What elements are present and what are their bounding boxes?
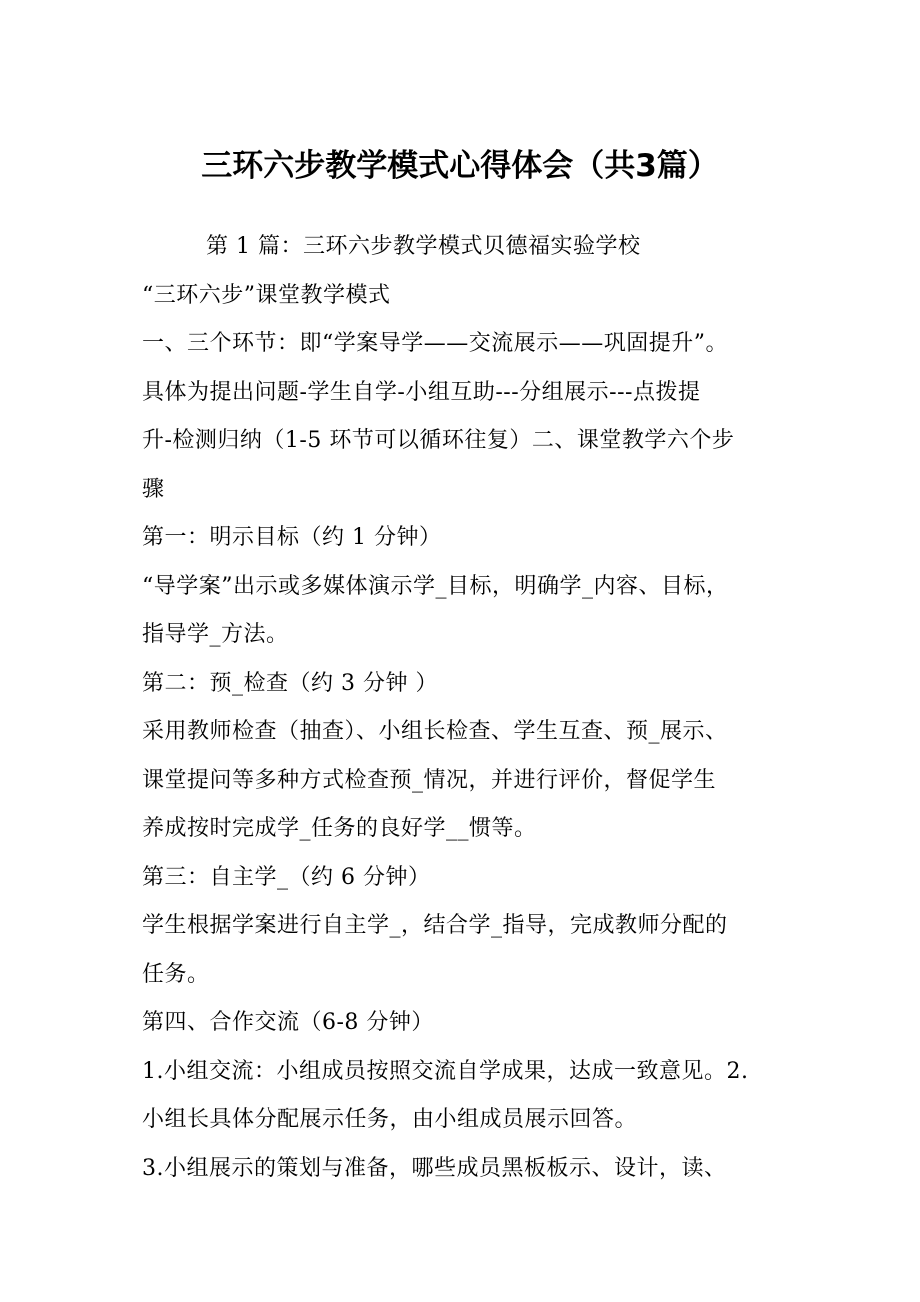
paragraph-line: “导学案”出示或多媒体演示学_目标，明确学_内容、目标，	[142, 573, 729, 599]
paragraph-line: 第 1 篇：三环六步教学模式贝德福实验学校	[206, 234, 641, 259]
paragraph-line: 指导学_方法。	[142, 622, 289, 647]
paragraph-line: 升-检测归纳（1-5 环节可以循环往复）二、课堂教学六个步	[142, 428, 735, 453]
paragraph-line: 采用教师检查（抽查）、小组长检查、学生互查、预_展示、	[142, 719, 728, 744]
paragraph-line: 小组长具体分配展示任务，由小组成员展示回答。	[142, 1107, 638, 1132]
paragraph-line: “三环六步”课堂教学模式	[142, 282, 391, 308]
paragraph-line: 任务。	[142, 961, 210, 987]
paragraph-line: 具体为提出问题-学生自学-小组互助---分组展示---点拨提	[142, 379, 701, 405]
paragraph-line: 1.小组交流：小组成员按照交流自学成果，达成一致意见。2.	[142, 1058, 749, 1084]
document-title: 三环六步教学模式心得体会（共3篇）	[201, 148, 719, 184]
paragraph-line: 课堂提问等多种方式检查预_情况，并进行评价，督促学生	[142, 767, 717, 793]
paragraph-line: 3.小组展示的策划与准备，哪些成员黑板板示、设计，读、	[142, 1155, 727, 1181]
paragraph-line: 第三：自主学_（约 6 分钟）	[142, 864, 431, 890]
paragraph-line: 第一：明示目标（约 1 分钟）	[142, 525, 442, 550]
paragraph-line: 第四、合作交流（6-8 分钟）	[142, 1010, 434, 1035]
paragraph-line: 养成按时完成学_任务的良好学__惯等。	[142, 816, 537, 841]
paragraph-line: 学生根据学案进行自主学_，结合学_指导，完成教师分配的	[142, 913, 728, 938]
paragraph-line: 骤	[142, 476, 165, 502]
paragraph-line: 第二：预_检查（约 3 分钟 ）	[142, 670, 438, 696]
document-body	[142, 223, 802, 1193]
paragraph-line: 一、三个环节：即“学案导学——交流展示——巩固提升”。	[142, 331, 728, 356]
